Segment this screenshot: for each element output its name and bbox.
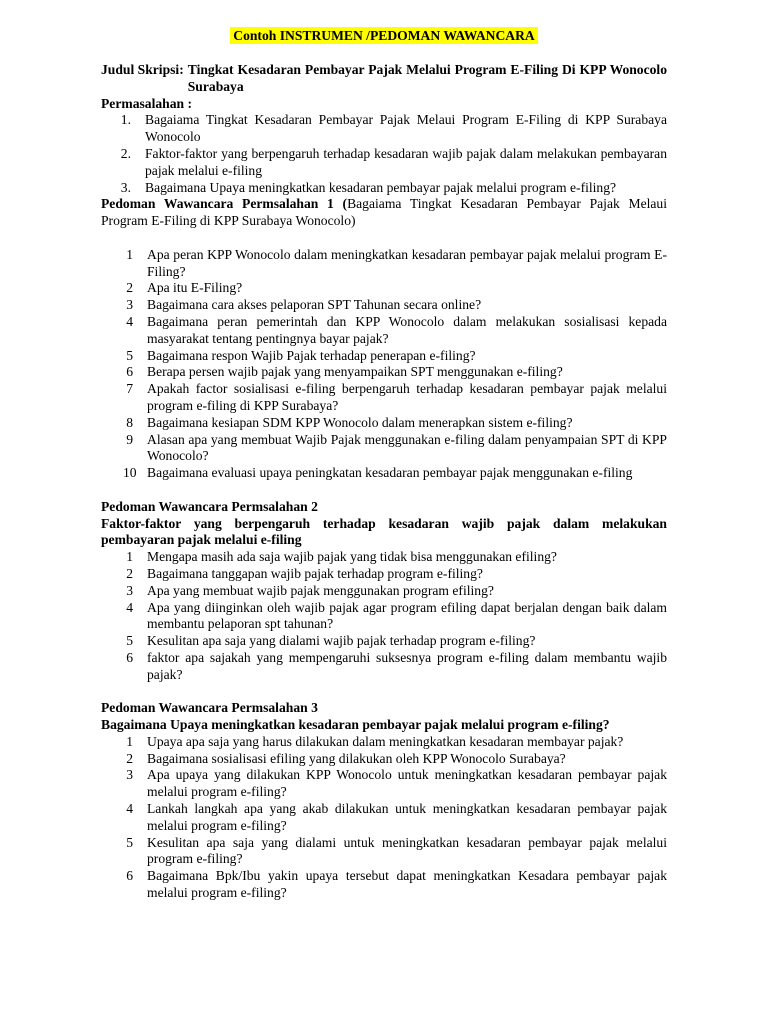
list-item bbox=[101, 600, 667, 634]
list-item-number: 8 bbox=[126, 414, 133, 430]
list-item-text: Apa peran KPP Wonocolo dalam meningkatkan kesadaran pembayar pajak melalui program E-Filing? bbox=[147, 246, 667, 279]
list-item-text: Kesulitan apa saja yang dialami untuk meningkatkan kesadaran pembayar pajak melalui program e-filing? bbox=[147, 834, 667, 867]
list-item-text: Berapa persen wajib pajak yang menyampaikan SPT menggunakan e-filing? bbox=[147, 364, 563, 380]
list-item bbox=[101, 432, 667, 466]
section3-heading: Pedoman Wawancara Permsalahan 3 bbox=[101, 700, 318, 716]
section1-heading-bold: Pedoman Wawancara Permsalahan 1 ( bbox=[101, 196, 348, 212]
list-item-text: Faktor-faktor yang berpengaruh terhadap kesadaran wajib pajak dalam melakukan pembayaran pajak melalui e-filing bbox=[145, 145, 667, 178]
list-item-text: Bagaimana tanggapan wajib pajak terhadap program e-filing? bbox=[147, 565, 483, 581]
list-item-text: Apa upaya yang dilakukan KPP Wonocolo untuk meningkatkan kesadaran pembayar pajak melalui program e-filing? bbox=[147, 767, 667, 800]
list-item bbox=[101, 364, 667, 381]
list-item-number: 3 bbox=[126, 767, 133, 783]
list-item-number: 2 bbox=[126, 750, 133, 766]
permasalahan-list bbox=[101, 112, 667, 196]
list-item-text: Apa itu E-Filing? bbox=[147, 280, 243, 296]
spacer bbox=[101, 230, 667, 247]
list-item-text: Bagaimana sosialisasi efiling yang dilakukan oleh KPP Wonocolo Surabaya? bbox=[147, 750, 566, 766]
list-item-text: Bagaimana respon Wajib Pajak terhadap penerapan e-filing? bbox=[147, 347, 476, 363]
list-item-text: Alasan apa yang membuat Wajib Pajak menggunakan e-filing dalam penyampaian SPT di KPP Wonocolo? bbox=[147, 431, 667, 464]
list-item bbox=[101, 314, 667, 348]
thesis-title-label: Judul Skripsi: bbox=[101, 62, 184, 77]
list-item-text: Bagaiama Tingkat Kesadaran Pembayar Pajak Melaui Program E-Filing di KPP Surabaya Wonocolo bbox=[145, 112, 667, 145]
list-item bbox=[101, 146, 667, 180]
list-item-number: 7 bbox=[126, 381, 133, 397]
list-item-number: 3 bbox=[126, 582, 133, 598]
list-item-text: Bagaimana evaluasi upaya peningkatan kesadaran pembayar pajak menggunakan e-filing bbox=[147, 465, 633, 481]
list-item-number: 3. bbox=[120, 179, 131, 195]
list-item-number: 10 bbox=[123, 465, 137, 481]
list-item bbox=[101, 734, 667, 751]
title-wrap bbox=[0, 27, 768, 45]
list-item-text: Bagaimana peran pemerintah dan KPP Wonocolo dalam melakukan sosialisasi kepada masyarakat tentang pentingnya bayar pajak? bbox=[147, 313, 667, 346]
list-item-number: 2 bbox=[126, 280, 133, 296]
list-item bbox=[101, 415, 667, 432]
section1-questions bbox=[101, 247, 667, 482]
section2-questions bbox=[101, 549, 667, 683]
list-item bbox=[101, 348, 667, 365]
list-item-number: 1. bbox=[120, 112, 131, 128]
list-item bbox=[101, 868, 667, 902]
section3-questions bbox=[101, 734, 667, 902]
list-item-number: 4 bbox=[126, 599, 133, 615]
list-item-number: 3 bbox=[126, 297, 133, 313]
list-item-text: faktor apa sajakah yang mempengaruhi suksesnya program e-filing dalam membantu wajib pajak? bbox=[147, 649, 667, 682]
list-item-number: 1 bbox=[126, 246, 133, 262]
list-item-text: Apa yang membuat wajib pajak menggunakan program efiling? bbox=[147, 582, 494, 598]
spacer bbox=[101, 482, 667, 499]
section1-heading bbox=[101, 196, 667, 230]
list-item-text: Upaya apa saja yang harus dilakukan dalam meningkatkan kesadaran membayar pajak? bbox=[147, 733, 624, 749]
section2-heading: Pedoman Wawancara Permsalahan 2 bbox=[101, 498, 318, 514]
list-item-text: Bagaimana Bpk/Ibu yakin upaya tersebut dapat meningkatkan Kesadara pembayar pajak melalui program e-filing? bbox=[147, 868, 667, 901]
permasalahan-label: Permasalahan : bbox=[101, 95, 192, 111]
document-title: Contoh INSTRUMEN /PEDOMAN WAWANCARA bbox=[230, 27, 537, 44]
list-item bbox=[101, 549, 667, 566]
list-item-number: 5 bbox=[126, 347, 133, 363]
list-item-number: 2 bbox=[126, 565, 133, 581]
list-item bbox=[101, 801, 667, 835]
list-item bbox=[101, 650, 667, 684]
list-item-number: 4 bbox=[126, 801, 133, 817]
list-item bbox=[101, 751, 667, 768]
list-item bbox=[101, 381, 667, 415]
list-item bbox=[101, 465, 667, 482]
list-item bbox=[101, 566, 667, 583]
list-item bbox=[101, 247, 667, 281]
list-item-number: 6 bbox=[126, 649, 133, 665]
list-item bbox=[101, 583, 667, 600]
section1-heading-rest: Bagaiama Tingkat Kesadaran Pembayar Pajak Melaui Program E-Filing di KPP Surabaya Wonocolo) bbox=[101, 196, 667, 229]
list-item-number: 6 bbox=[126, 868, 133, 884]
list-item-number: 1 bbox=[126, 733, 133, 749]
spacer bbox=[101, 683, 667, 700]
list-item-text: Lankah langkah apa yang akab dilakukan untuk meningkatkan kesadaran pembayar pajak melalui program e-filing? bbox=[147, 801, 667, 833]
list-item-text: Bagaimana Upaya meningkatkan kesadaran pembayar pajak melalui program e-filing? bbox=[145, 179, 617, 195]
list-item bbox=[101, 180, 667, 197]
list-item-text: Bagaimana cara akses pelaporan SPT Tahunan secara online? bbox=[147, 297, 482, 313]
list-item-text: Bagaimana kesiapan SDM KPP Wonocolo dalam menerapkan sistem e-filing? bbox=[147, 414, 573, 430]
list-item-number: 6 bbox=[126, 364, 133, 380]
thesis-title bbox=[101, 62, 667, 96]
list-item-text: Kesulitan apa saja yang dialami wajib pajak terhadap program e-filing? bbox=[147, 633, 536, 649]
list-item-text: Mengapa masih ada saja wajib pajak yang tidak bisa menggunakan efiling? bbox=[147, 549, 557, 565]
list-item-number: 5 bbox=[126, 834, 133, 850]
section3-subheading: Bagaimana Upaya meningkatkan kesadaran pembayar pajak melalui program e-filing? bbox=[101, 717, 610, 733]
list-item bbox=[101, 835, 667, 869]
list-item-text: Apa yang diinginkan oleh wajib pajak agar program efiling dapat berjalan dengan baik dalam membantu pelaporan spt tahunan? bbox=[147, 599, 667, 632]
list-item-number: 4 bbox=[126, 313, 133, 329]
section2-subheading: Faktor-faktor yang berpengaruh terhadap kesadaran wajib pajak dalam melakukan pembayaran pajak melalui e-filing bbox=[101, 515, 667, 548]
list-item-number: 5 bbox=[126, 633, 133, 649]
list-item-number: 1 bbox=[126, 549, 133, 565]
document-body bbox=[101, 62, 667, 902]
list-item-number: 2. bbox=[120, 145, 131, 161]
thesis-title-text: Tingkat Kesadaran Pembayar Pajak Melalui Program E-Filing Di KPP Wonocolo Surabaya bbox=[187, 62, 667, 94]
list-item bbox=[101, 280, 667, 297]
list-item bbox=[101, 112, 667, 146]
list-item bbox=[101, 297, 667, 314]
list-item-number: 9 bbox=[126, 431, 133, 447]
list-item bbox=[101, 767, 667, 801]
list-item-text: Apakah factor sosialisasi e-filing berpengaruh terhadap kesadaran pembayar pajak melalui program e-filing di KPP Surabaya? bbox=[147, 381, 667, 413]
list-item bbox=[101, 633, 667, 650]
